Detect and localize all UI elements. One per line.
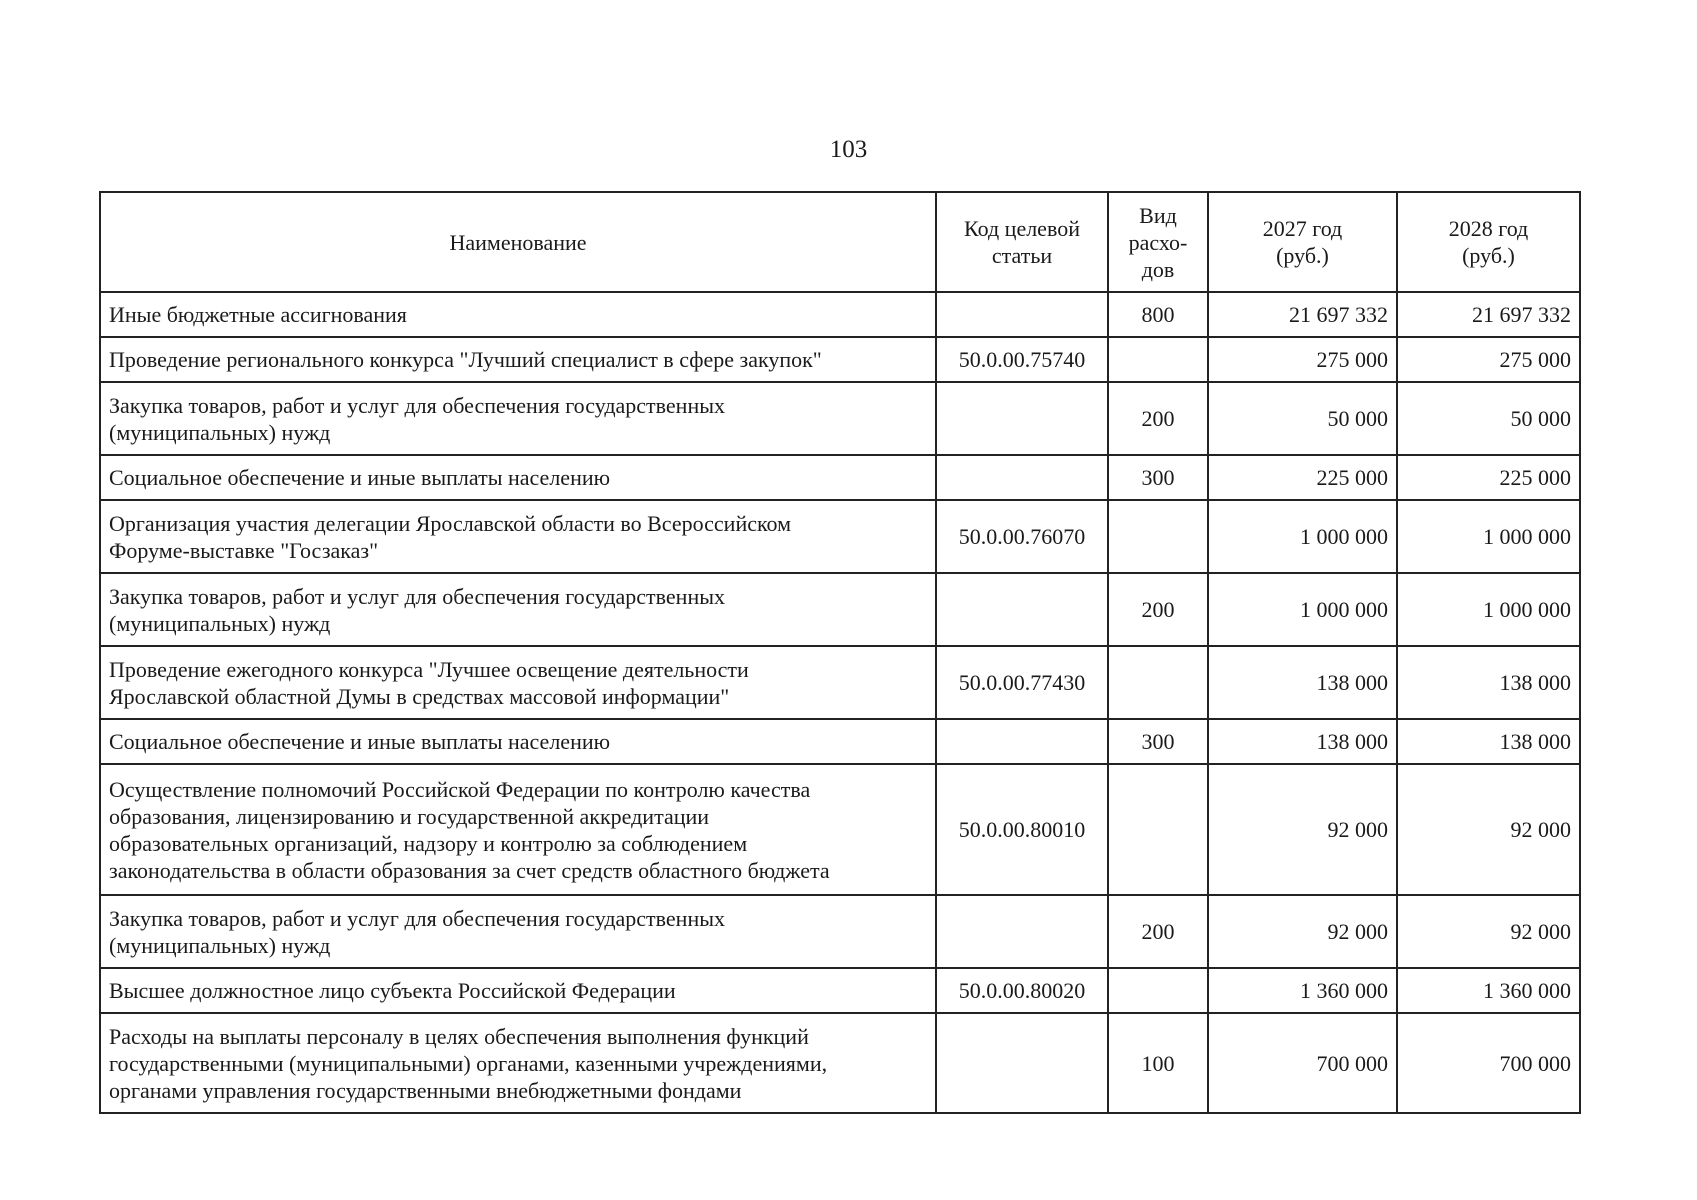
row-target-code: 50.0.00.75740 xyxy=(936,337,1108,382)
row-amount-2028: 1 000 000 xyxy=(1397,500,1580,573)
row-amount-2027: 1 000 000 xyxy=(1208,500,1397,573)
row-name: Закупка товаров, работ и услуг для обеспечения государственных (муниципальных) нужд xyxy=(100,895,936,968)
table-row xyxy=(100,382,1580,455)
table-row xyxy=(100,968,1580,1013)
table-row xyxy=(100,764,1580,895)
row-amount-2027: 1 360 000 xyxy=(1208,968,1397,1013)
row-target-code xyxy=(936,719,1108,764)
row-amount-2028: 1 360 000 xyxy=(1397,968,1580,1013)
row-amount-2028: 50 000 xyxy=(1397,382,1580,455)
row-target-code: 50.0.00.80010 xyxy=(936,764,1108,895)
table-row xyxy=(100,500,1580,573)
row-amount-2027: 21 697 332 xyxy=(1208,292,1397,337)
row-target-code xyxy=(936,382,1108,455)
row-amount-2027: 225 000 xyxy=(1208,455,1397,500)
table-row xyxy=(100,455,1580,500)
row-amount-2028: 92 000 xyxy=(1397,764,1580,895)
row-expense-kind: 200 xyxy=(1108,895,1208,968)
row-amount-2027: 92 000 xyxy=(1208,895,1397,968)
row-expense-kind xyxy=(1108,764,1208,895)
row-name: Иные бюджетные ассигнования xyxy=(100,292,936,337)
header-expense-kind: Вид расхо- дов xyxy=(1108,192,1208,292)
row-expense-kind: 300 xyxy=(1108,455,1208,500)
row-expense-kind: 300 xyxy=(1108,719,1208,764)
row-expense-kind xyxy=(1108,646,1208,719)
header-year-2028: 2028 год (руб.) xyxy=(1397,192,1580,292)
table-row xyxy=(100,337,1580,382)
row-target-code: 50.0.00.76070 xyxy=(936,500,1108,573)
row-expense-kind: 100 xyxy=(1108,1013,1208,1113)
row-name: Осуществление полномочий Российской Федерации по контролю качества образования, лицензированию и государственной аккредитации образовательных организаций, надзору и контролю за соблюдением законодательства в области образования за счет средств областного бюджета xyxy=(100,764,936,895)
row-name: Организация участия делегации Ярославской области во Всероссийском Форуме-выставке "Госзаказ" xyxy=(100,500,936,573)
row-name: Расходы на выплаты персоналу в целях обеспечения выполнения функций государственными (муниципальными) органами, казенными учреждениями, органами управления государственными внебюджетными фондами xyxy=(100,1013,936,1113)
row-target-code xyxy=(936,292,1108,337)
row-amount-2028: 275 000 xyxy=(1397,337,1580,382)
row-amount-2027: 138 000 xyxy=(1208,646,1397,719)
table-row xyxy=(100,646,1580,719)
row-amount-2027: 50 000 xyxy=(1208,382,1397,455)
header-name: Наименование xyxy=(100,192,936,292)
row-amount-2028: 138 000 xyxy=(1397,719,1580,764)
row-name: Проведение регионального конкурса "Лучший специалист в сфере закупок" xyxy=(100,337,936,382)
row-amount-2027: 1 000 000 xyxy=(1208,573,1397,646)
row-name: Социальное обеспечение и иные выплаты населению xyxy=(100,455,936,500)
row-target-code: 50.0.00.80020 xyxy=(936,968,1108,1013)
row-amount-2028: 700 000 xyxy=(1397,1013,1580,1113)
row-name: Социальное обеспечение и иные выплаты населению xyxy=(100,719,936,764)
row-target-code xyxy=(936,455,1108,500)
row-amount-2027: 92 000 xyxy=(1208,764,1397,895)
header-target-code: Код целевой статьи xyxy=(936,192,1108,292)
row-target-code: 50.0.00.77430 xyxy=(936,646,1108,719)
row-expense-kind: 200 xyxy=(1108,573,1208,646)
table-row xyxy=(100,895,1580,968)
table-row xyxy=(100,719,1580,764)
page-number: 103 xyxy=(829,136,868,163)
row-expense-kind xyxy=(1108,500,1208,573)
row-expense-kind: 800 xyxy=(1108,292,1208,337)
row-expense-kind: 200 xyxy=(1108,382,1208,455)
table-header-row xyxy=(100,192,1580,292)
table-row xyxy=(100,292,1580,337)
row-target-code xyxy=(936,1013,1108,1113)
row-target-code xyxy=(936,895,1108,968)
row-name: Закупка товаров, работ и услуг для обеспечения государственных (муниципальных) нужд xyxy=(100,382,936,455)
row-amount-2027: 700 000 xyxy=(1208,1013,1397,1113)
row-amount-2028: 21 697 332 xyxy=(1397,292,1580,337)
row-name: Закупка товаров, работ и услуг для обеспечения государственных (муниципальных) нужд xyxy=(100,573,936,646)
row-amount-2028: 138 000 xyxy=(1397,646,1580,719)
row-expense-kind xyxy=(1108,337,1208,382)
row-amount-2028: 92 000 xyxy=(1397,895,1580,968)
row-name: Высшее должностное лицо субъекта Российской Федерации xyxy=(100,968,936,1013)
header-year-2027: 2027 год (руб.) xyxy=(1208,192,1397,292)
row-amount-2027: 138 000 xyxy=(1208,719,1397,764)
row-amount-2028: 225 000 xyxy=(1397,455,1580,500)
table-row xyxy=(100,1013,1580,1113)
row-name: Проведение ежегодного конкурса "Лучшее освещение деятельности Ярославской областной Думы в средствах массовой информации" xyxy=(100,646,936,719)
row-target-code xyxy=(936,573,1108,646)
row-amount-2028: 1 000 000 xyxy=(1397,573,1580,646)
table-row xyxy=(100,573,1580,646)
budget-table xyxy=(99,191,1581,1114)
row-amount-2027: 275 000 xyxy=(1208,337,1397,382)
row-expense-kind xyxy=(1108,968,1208,1013)
